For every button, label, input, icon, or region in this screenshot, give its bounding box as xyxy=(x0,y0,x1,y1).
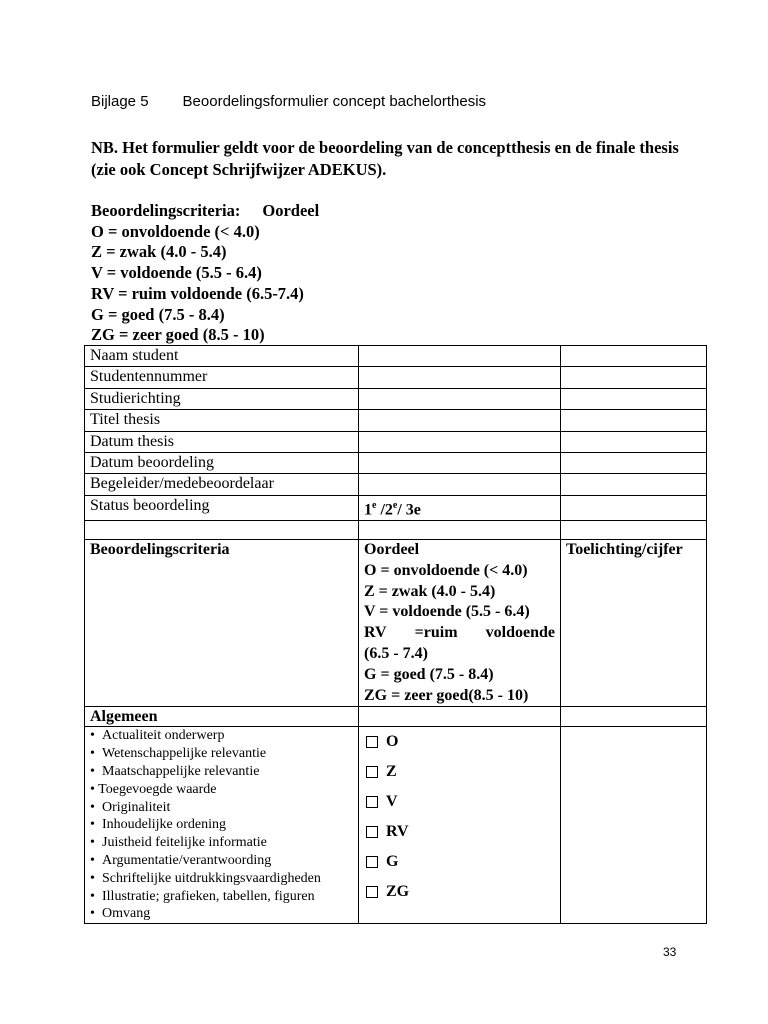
criteria-column-header: Beoordelingscriteria xyxy=(85,540,359,707)
section-title: Algemeen xyxy=(85,707,359,727)
empty-cell xyxy=(359,707,561,727)
section-header-row xyxy=(85,707,707,727)
empty-cell xyxy=(561,521,707,540)
list-item xyxy=(90,745,353,763)
bullet-icon: • xyxy=(90,835,95,851)
list-item xyxy=(90,888,353,906)
bullet-icon: • xyxy=(90,870,95,886)
oordeel-line: ZG = zeer goed(8.5 - 10) xyxy=(364,686,529,704)
page-number: 33 xyxy=(663,945,677,959)
criterion-text: Toegevoegde waarde xyxy=(98,781,217,797)
toelichting-field[interactable] xyxy=(561,727,707,924)
criteria-row xyxy=(85,727,707,924)
table-row xyxy=(85,495,707,520)
checkbox-icon[interactable] xyxy=(366,766,378,778)
rating-option-label: RV xyxy=(386,823,409,841)
checkbox-icon[interactable] xyxy=(366,826,378,838)
toelichting-column-header: Toelichting/cijfer xyxy=(561,540,707,707)
table-row xyxy=(85,388,707,409)
table-row xyxy=(85,474,707,495)
info-label: Begeleider/medebeoordelaar xyxy=(85,474,359,495)
oordeel-line: Z = zwak (4.0 - 5.4) xyxy=(364,582,496,600)
rating-option-zg[interactable] xyxy=(364,877,555,907)
criterion-text: Actualiteit onderwerp xyxy=(102,728,225,744)
rv-part: voldoende xyxy=(485,624,555,642)
scale-line: O = onvoldoende (< 4.0) xyxy=(91,221,260,241)
table-row xyxy=(85,431,707,452)
bullet-icon: • xyxy=(90,799,95,815)
list-item xyxy=(90,816,353,834)
status-second: /2 xyxy=(376,501,393,519)
checkbox-icon[interactable] xyxy=(366,856,378,868)
info-extra-field[interactable] xyxy=(561,452,707,473)
bullet-icon: • xyxy=(90,728,95,744)
criterion-text: Omvang xyxy=(102,906,151,922)
appendix-label: Bijlage 5 xyxy=(91,93,149,110)
empty-cell xyxy=(85,521,359,540)
info-value-field[interactable] xyxy=(359,367,561,388)
oordeel-title: Oordeel xyxy=(364,541,420,559)
checkbox-icon[interactable] xyxy=(366,736,378,748)
scale-criteria-label: Beoordelingscriteria: xyxy=(91,201,241,220)
info-extra-field[interactable] xyxy=(561,495,707,520)
table-row xyxy=(85,367,707,388)
scale-line: V = voldoende (5.5 - 6.4) xyxy=(91,263,262,283)
rv-part: =ruim xyxy=(414,624,458,642)
info-label: Datum thesis xyxy=(85,431,359,452)
rating-option-label: O xyxy=(386,733,399,751)
bullet-icon: • xyxy=(90,764,95,780)
info-extra-field[interactable] xyxy=(561,346,707,367)
oordeel-line: G = goed (7.5 - 8.4) xyxy=(364,665,494,683)
status-sup: e xyxy=(392,499,398,511)
checkbox-icon[interactable] xyxy=(366,886,378,898)
rating-option-z[interactable] xyxy=(364,757,555,787)
info-label: Titel thesis xyxy=(85,410,359,431)
info-extra-field[interactable] xyxy=(561,388,707,409)
appendix-title: Beoordelingsformulier concept bachelorthesis xyxy=(182,93,487,110)
list-item xyxy=(90,727,353,745)
rating-option-g[interactable] xyxy=(364,847,555,877)
info-label: Studierichting xyxy=(85,388,359,409)
table-row xyxy=(85,452,707,473)
rating-checkboxes xyxy=(359,727,561,924)
info-value-field[interactable] xyxy=(359,388,561,409)
info-extra-field[interactable] xyxy=(561,410,707,431)
table-row-empty xyxy=(85,521,707,540)
list-item xyxy=(90,799,353,817)
rating-option-label: G xyxy=(386,853,399,871)
status-first: 1 xyxy=(364,501,372,519)
info-label: Studentennummer xyxy=(85,367,359,388)
oordeel-line: V = voldoende (5.5 - 6.4) xyxy=(364,603,530,621)
info-label: Naam student xyxy=(85,346,359,367)
info-value-field[interactable] xyxy=(359,410,561,431)
rating-option-o[interactable] xyxy=(364,727,555,757)
scale-line: RV = ruim voldoende (6.5-7.4) xyxy=(91,283,304,303)
scale-line: G = goed (7.5 - 8.4) xyxy=(91,304,225,324)
info-value-field[interactable] xyxy=(359,431,561,452)
rating-option-rv[interactable] xyxy=(364,817,555,847)
checkbox-icon[interactable] xyxy=(366,796,378,808)
scale-heading xyxy=(91,201,319,222)
info-extra-field[interactable] xyxy=(561,367,707,388)
criterion-text: Illustratie; grafieken, tabellen, figuren xyxy=(102,888,315,904)
assessment-form-table xyxy=(84,345,707,924)
bullet-icon: • xyxy=(90,906,95,922)
criterion-text: Argumentatie/verantwoording xyxy=(102,853,272,869)
status-sup: e xyxy=(372,499,377,511)
oordeel-column-header xyxy=(359,540,561,707)
rating-option-label: ZG xyxy=(386,883,410,901)
scale-line: Z = zwak (4.0 - 5.4) xyxy=(91,242,227,262)
status-options[interactable] xyxy=(359,495,561,520)
criterion-text: Schriftelijke uitdrukkingsvaardigheden xyxy=(102,870,321,886)
list-item xyxy=(90,905,353,923)
appendix-header xyxy=(91,93,486,110)
bullet-icon: • xyxy=(90,853,95,869)
status-third: / 3e xyxy=(397,501,421,519)
bullet-icon: • xyxy=(90,817,95,833)
criterion-text: Maatschappelijke relevantie xyxy=(102,764,260,780)
table-row xyxy=(85,346,707,367)
bullet-icon: • xyxy=(90,781,95,797)
criteria-header-row xyxy=(85,540,707,707)
empty-cell xyxy=(359,521,561,540)
criterion-text: Inhoudelijke ordening xyxy=(102,817,227,833)
criteria-list xyxy=(85,727,359,924)
empty-cell xyxy=(561,707,707,727)
info-extra-field[interactable] xyxy=(561,431,707,452)
info-label: Status beoordeling xyxy=(85,495,359,520)
nb-note: NB. Het formulier geldt voor de beoordeling van de conceptthesis en de finale thesis (zie ook Concept Schrijfwijzer ADEKUS). xyxy=(91,138,679,179)
criterion-text: Juistheid feitelijke informatie xyxy=(102,835,267,851)
rating-option-label: V xyxy=(386,793,398,811)
info-value-field[interactable] xyxy=(359,452,561,473)
list-item xyxy=(90,763,353,781)
list-item xyxy=(90,834,353,852)
info-label: Datum beoordeling xyxy=(85,452,359,473)
rating-option-v[interactable] xyxy=(364,787,555,817)
list-item xyxy=(90,781,353,799)
scale-oordeel-label: Oordeel xyxy=(262,201,320,220)
list-item xyxy=(90,870,353,888)
criterion-text: Originaliteit xyxy=(102,799,171,815)
bullet-icon: • xyxy=(90,888,95,904)
bullet-icon: • xyxy=(90,746,95,762)
info-extra-field[interactable] xyxy=(561,474,707,495)
criterion-text: Wetenschappelijke relevantie xyxy=(102,746,267,762)
info-value-field[interactable] xyxy=(359,346,561,367)
scale-line: ZG = zeer goed (8.5 - 10) xyxy=(91,325,265,345)
oordeel-line: O = onvoldoende (< 4.0) xyxy=(364,561,528,579)
table-row xyxy=(85,410,707,431)
info-value-field[interactable] xyxy=(359,474,561,495)
list-item xyxy=(90,852,353,870)
rating-option-label: Z xyxy=(386,763,397,781)
rv-part: RV xyxy=(364,624,387,642)
oordeel-line xyxy=(364,623,555,644)
oordeel-line: (6.5 - 7.4) xyxy=(364,645,428,663)
rating-scale-legend xyxy=(91,201,319,346)
